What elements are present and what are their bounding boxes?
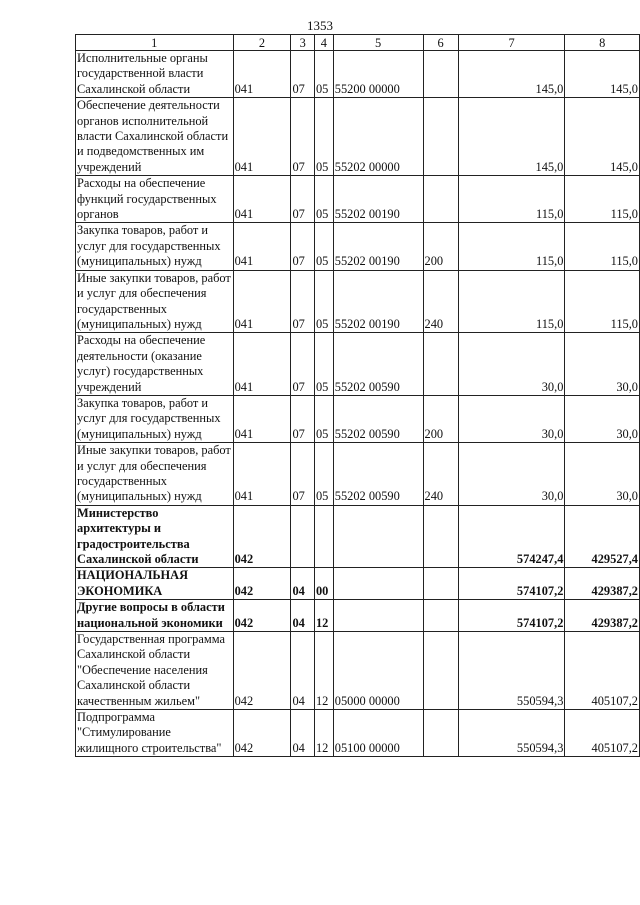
row-name-cell: Закупка товаров, работ и услуг для государственных (муниципальных) нужд	[76, 223, 234, 270]
section-code-cell: 07	[291, 270, 315, 333]
table-row	[76, 395, 640, 442]
target-article-cell	[333, 505, 423, 568]
amount-year2-cell: 429387,2	[565, 568, 640, 600]
target-article-cell	[333, 568, 423, 600]
amount-year2-cell: 145,0	[565, 98, 640, 176]
amount-year1-cell: 115,0	[458, 270, 565, 333]
row-name-cell: Подпрограмма "Стимулирование жилищного строительства"	[76, 710, 234, 757]
amount-year2-cell: 405107,2	[565, 710, 640, 757]
ved-code-cell: 041	[233, 51, 291, 98]
table-row	[76, 600, 640, 632]
table-row	[76, 443, 640, 506]
amount-year2-cell: 115,0	[565, 270, 640, 333]
target-article-cell: 55202 00000	[333, 98, 423, 176]
column-number: 6	[423, 35, 458, 51]
row-name-cell: Другие вопросы в области национальной экономики	[76, 600, 234, 632]
section-code-cell: 04	[291, 632, 315, 710]
amount-year1-cell: 30,0	[458, 443, 565, 506]
ved-code-cell: 041	[233, 395, 291, 442]
subsection-code-cell: 12	[314, 632, 333, 710]
amount-year1-cell: 30,0	[458, 333, 565, 396]
expense-type-cell	[423, 710, 458, 757]
subsection-code-cell: 05	[314, 443, 333, 506]
amount-year1-cell: 574107,2	[458, 600, 565, 632]
amount-year2-cell: 30,0	[565, 443, 640, 506]
expense-type-cell	[423, 333, 458, 396]
table-row	[76, 710, 640, 757]
row-name-cell: Министерство архитектуры и градостроительства Сахалинской области	[76, 505, 234, 568]
target-article-cell: 55202 00590	[333, 395, 423, 442]
subsection-code-cell: 05	[314, 395, 333, 442]
amount-year2-cell: 30,0	[565, 395, 640, 442]
amount-year2-cell: 30,0	[565, 333, 640, 396]
subsection-code-cell: 12	[314, 600, 333, 632]
target-article-cell	[333, 600, 423, 632]
expense-type-cell	[423, 568, 458, 600]
section-code-cell: 07	[291, 223, 315, 270]
target-article-cell: 55200 00000	[333, 51, 423, 98]
amount-year1-cell: 574247,4	[458, 505, 565, 568]
amount-year2-cell: 115,0	[565, 223, 640, 270]
section-code-cell: 07	[291, 176, 315, 223]
subsection-code-cell: 05	[314, 270, 333, 333]
column-number: 3	[291, 35, 315, 51]
amount-year1-cell: 574107,2	[458, 568, 565, 600]
ved-code-cell: 041	[233, 333, 291, 396]
section-code-cell: 04	[291, 600, 315, 632]
budget-table	[75, 34, 640, 757]
section-code-cell: 07	[291, 98, 315, 176]
section-code-cell: 07	[291, 443, 315, 506]
amount-year1-cell: 30,0	[458, 395, 565, 442]
subsection-code-cell: 12	[314, 710, 333, 757]
subsection-code-cell: 05	[314, 98, 333, 176]
subsection-code-cell: 05	[314, 223, 333, 270]
ved-code-cell: 042	[233, 632, 291, 710]
expense-type-cell	[423, 632, 458, 710]
ved-code-cell: 042	[233, 568, 291, 600]
expense-type-cell	[423, 505, 458, 568]
amount-year2-cell: 429527,4	[565, 505, 640, 568]
table-row	[76, 568, 640, 600]
table-row	[76, 632, 640, 710]
expense-type-cell: 200	[423, 223, 458, 270]
table-row	[76, 98, 640, 176]
expense-type-cell: 240	[423, 270, 458, 333]
amount-year2-cell: 429387,2	[565, 600, 640, 632]
amount-year1-cell: 115,0	[458, 223, 565, 270]
expense-type-cell: 240	[423, 443, 458, 506]
section-code-cell: 07	[291, 51, 315, 98]
row-name-cell: Исполнительные органы государственной власти Сахалинской области	[76, 51, 234, 98]
amount-year1-cell: 145,0	[458, 98, 565, 176]
ved-code-cell: 041	[233, 98, 291, 176]
ved-code-cell: 042	[233, 505, 291, 568]
section-code-cell: 07	[291, 395, 315, 442]
row-name-cell: Расходы на обеспечение функций государственных органов	[76, 176, 234, 223]
ved-code-cell: 042	[233, 600, 291, 632]
amount-year1-cell: 550594,3	[458, 710, 565, 757]
section-code-cell: 04	[291, 710, 315, 757]
amount-year2-cell: 115,0	[565, 176, 640, 223]
subsection-code-cell: 05	[314, 176, 333, 223]
section-code-cell	[291, 505, 315, 568]
amount-year2-cell: 145,0	[565, 51, 640, 98]
column-number: 4	[314, 35, 333, 51]
amount-year1-cell: 115,0	[458, 176, 565, 223]
target-article-cell: 05100 00000	[333, 710, 423, 757]
column-number: 8	[565, 35, 640, 51]
expense-type-cell: 200	[423, 395, 458, 442]
amount-year1-cell: 550594,3	[458, 632, 565, 710]
table-row	[76, 51, 640, 98]
row-name-cell: Расходы на обеспечение деятельности (оказание услуг) государственных учреждений	[76, 333, 234, 396]
amount-year1-cell: 145,0	[458, 51, 565, 98]
table-row	[76, 505, 640, 568]
expense-type-cell	[423, 176, 458, 223]
target-article-cell: 55202 00590	[333, 333, 423, 396]
ved-code-cell: 041	[233, 270, 291, 333]
table-row	[76, 333, 640, 396]
page-number: 1353	[307, 18, 333, 33]
target-article-cell: 55202 00190	[333, 223, 423, 270]
row-name-cell: Закупка товаров, работ и услуг для государственных (муниципальных) нужд	[76, 395, 234, 442]
subsection-code-cell	[314, 505, 333, 568]
table-row	[76, 176, 640, 223]
subsection-code-cell: 05	[314, 333, 333, 396]
target-article-cell: 55202 00190	[333, 176, 423, 223]
target-article-cell: 55202 00190	[333, 270, 423, 333]
column-number: 7	[458, 35, 565, 51]
section-code-cell: 07	[291, 333, 315, 396]
row-name-cell: Государственная программа Сахалинской области "Обеспечение населения Сахалинской области качественным жильем"	[76, 632, 234, 710]
table-row	[76, 223, 640, 270]
section-code-cell: 04	[291, 568, 315, 600]
row-name-cell: Иные закупки товаров, работ и услуг для обеспечения государственных (муниципальных) нужд	[76, 443, 234, 506]
expense-type-cell	[423, 98, 458, 176]
amount-year2-cell: 405107,2	[565, 632, 640, 710]
column-number: 5	[333, 35, 423, 51]
ved-code-cell: 041	[233, 176, 291, 223]
ved-code-cell: 041	[233, 443, 291, 506]
row-name-cell: Обеспечение деятельности органов исполнительной власти Сахалинской области и подведомственных им учреждений	[76, 98, 234, 176]
row-name-cell: НАЦИОНАЛЬНАЯ ЭКОНОМИКА	[76, 568, 234, 600]
subsection-code-cell: 00	[314, 568, 333, 600]
expense-type-cell	[423, 600, 458, 632]
subsection-code-cell: 05	[314, 51, 333, 98]
target-article-cell: 05000 00000	[333, 632, 423, 710]
table-row	[76, 270, 640, 333]
column-number-row	[76, 35, 640, 51]
row-name-cell: Иные закупки товаров, работ и услуг для обеспечения государственных (муниципальных) нужд	[76, 270, 234, 333]
expense-type-cell	[423, 51, 458, 98]
target-article-cell: 55202 00590	[333, 443, 423, 506]
ved-code-cell: 041	[233, 223, 291, 270]
column-number: 2	[233, 35, 291, 51]
column-number: 1	[76, 35, 234, 51]
ved-code-cell: 042	[233, 710, 291, 757]
